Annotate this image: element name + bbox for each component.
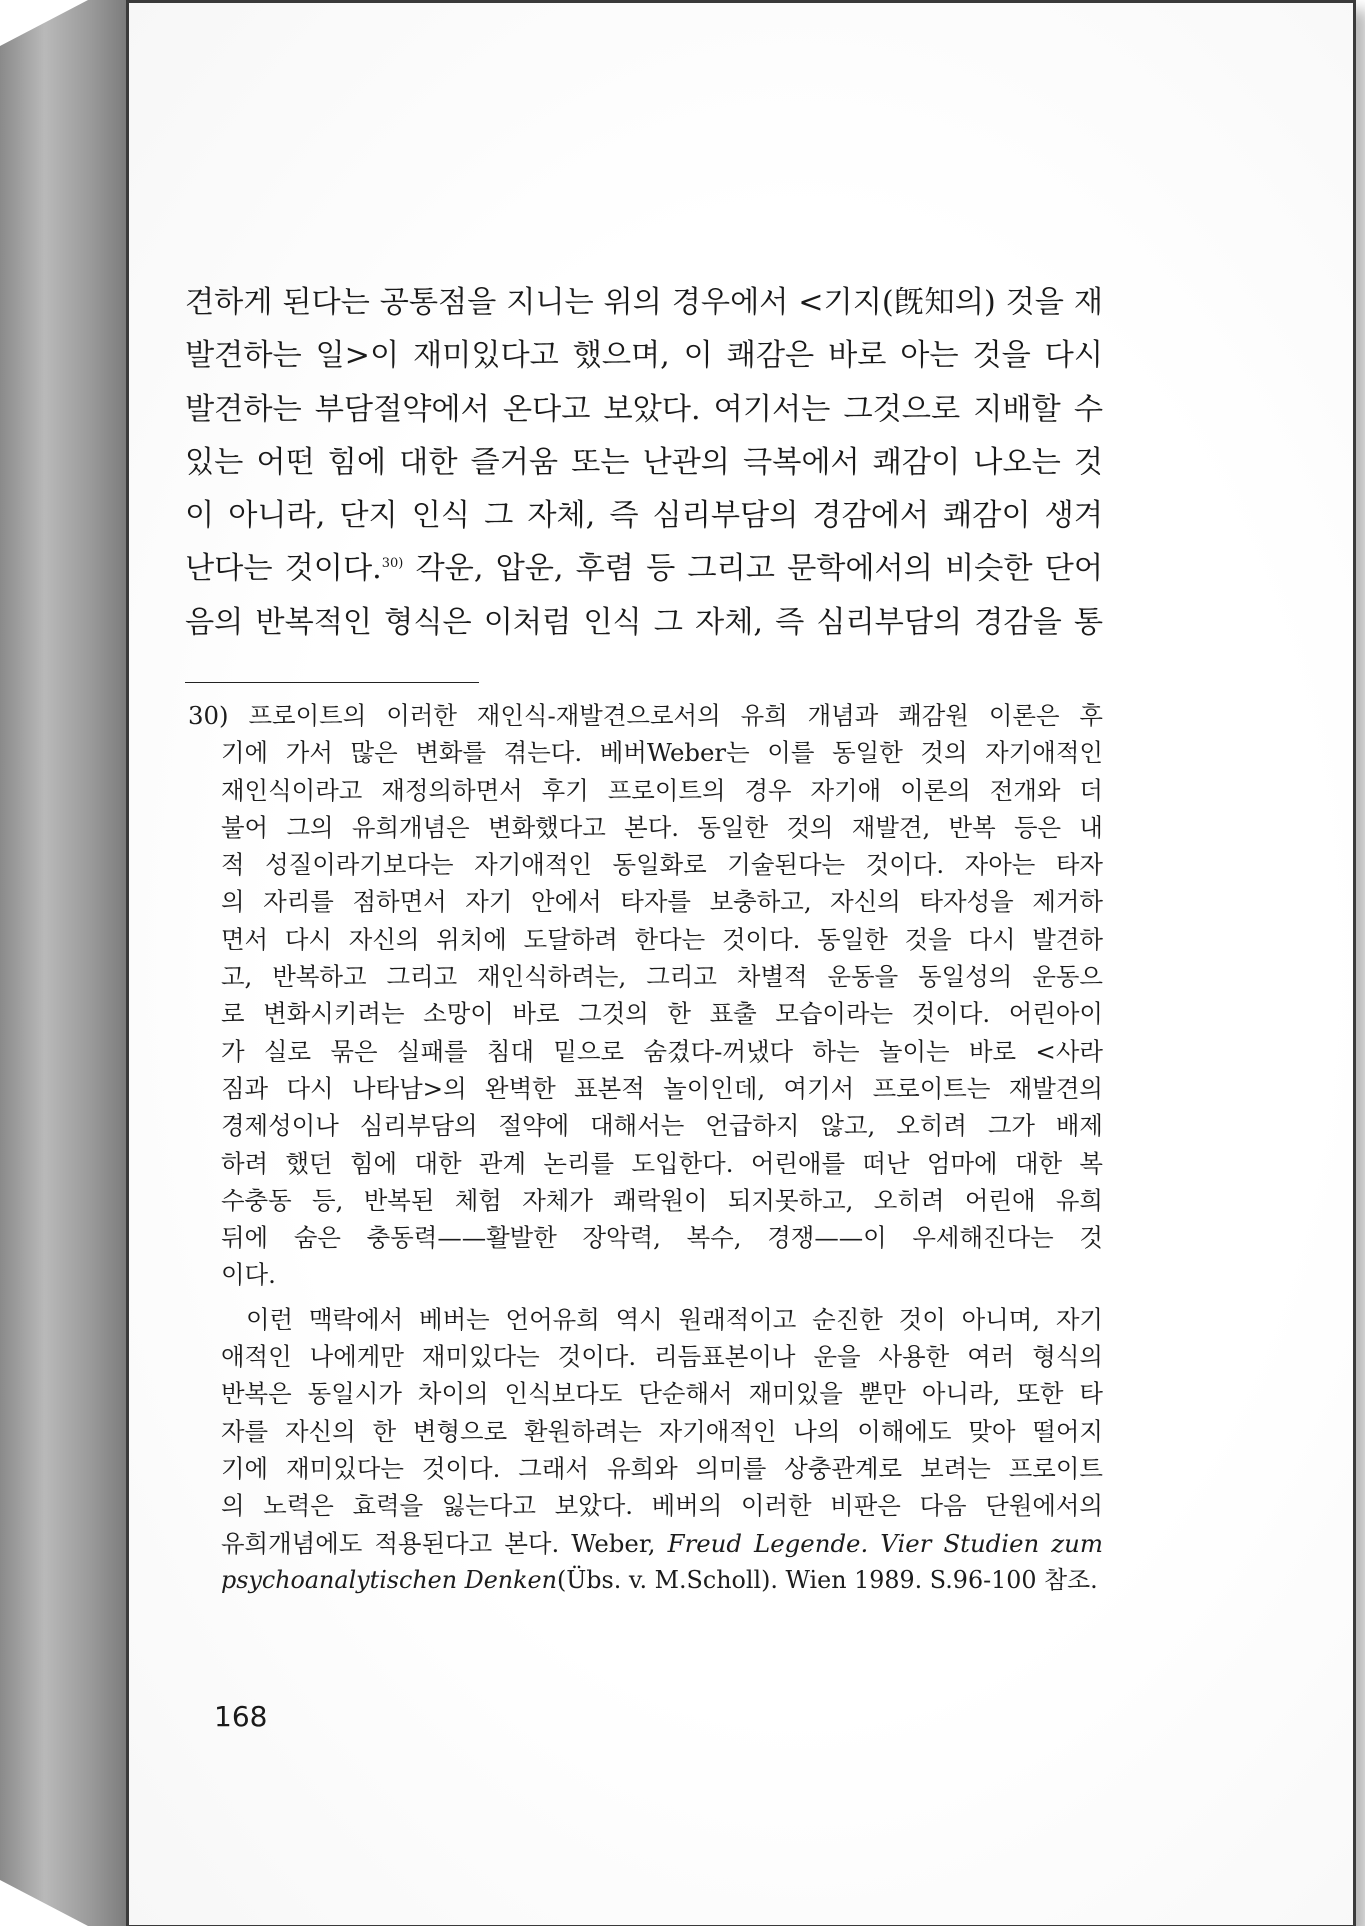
footnote-text: 프로이트의 이러한 재인식-재발견으로서의 유희 개념과 쾌감원 이론은 후 (248, 701, 1103, 730)
footnote-line: 의 노력은 효력을 잃는다고 보았다. 베버의 이러한 비판은 다음 단원에서의 (221, 1491, 1103, 1521)
footnote-line: 이다. (221, 1260, 276, 1290)
footnote-number: 30) (188, 701, 229, 730)
footnote-line: 하려 했던 힘에 대한 관계 논리를 도입한다. 어린애를 떠난 엄마에 대한 복 (221, 1148, 1103, 1178)
main-line: 견하게 된다는 공통점을 지니는 위의 경우에서 <기지(旣知의) 것을 재 (185, 285, 1103, 320)
footnote-line: 수충동 등, 반복된 체험 자체가 쾌락원이 되지못하고, 오히려 어린애 유희 (221, 1185, 1103, 1215)
footnote-line: 자를 자신의 한 변형으로 환원하려는 자기애적인 나의 이해에도 맞아 떨어지 (221, 1416, 1103, 1446)
footnote-line: 로 변화시키려는 소망이 바로 그것의 한 표출 모습이라는 것이다. 어린아이 (221, 999, 1103, 1029)
footnote-first-line (188, 697, 1103, 734)
footnote-reference: 30) (381, 556, 404, 572)
footnote-text: (Übs. v. M.Scholl). Wien 1989. S.96-100 참조. (556, 1565, 1098, 1594)
footnote-line: 재인식이라고 재정의하면서 후기 프로이트의 경우 자기애 이론의 전개와 더 (221, 775, 1103, 805)
footnote-paragraph-start: 이런 맥락에서 베버는 언어유희 역시 원래적이고 순진한 것이 아니며, 자기 (246, 1304, 1103, 1334)
main-line: 있는 어떤 힘에 대한 즐거움 또는 난관의 극복에서 쾌감이 나오는 것 (185, 444, 1103, 480)
main-line: 음의 반복적인 형식은 이처럼 인식 그 자체, 즉 심리부담의 경감을 통 (185, 604, 1103, 640)
main-body-text (185, 276, 1103, 649)
footnote-line: 가 실로 묶은 실패를 침대 밑으로 숨겼다-꺼냈다 하는 놀이는 바로 <사라 (221, 1036, 1103, 1066)
footnote-line: 불어 그의 유희개념은 변화했다고 본다. 동일한 것의 재발견, 반복 등은 내 (221, 812, 1103, 842)
footnote-line: 의 자리를 점하면서 자기 안에서 타자를 보충하고, 자신의 타자성을 제거하 (221, 887, 1103, 917)
footnote-divider (185, 682, 479, 683)
footnote-line: 애적인 나에게만 재미있다는 것이다. 리듬표본이나 운을 사용한 여러 형식의 (221, 1342, 1103, 1372)
page-number: 168 (214, 1700, 268, 1733)
footnote-reference-line (188, 1562, 1103, 1599)
footnote-line: 뒤에 숨은 충동력——활발한 장악력, 복수, 경쟁——이 우세해진다는 것 (221, 1223, 1103, 1253)
main-line: 이 아니라, 단지 인식 그 자체, 즉 심리부담의 경감에서 쾌감이 생겨 (185, 498, 1103, 534)
footnote-line: 반복은 동일시가 차이의 인식보다도 단순해서 재미있을 뿐만 아니라, 또한 타 (221, 1379, 1103, 1409)
main-line: 발견하는 부담절약에서 온다고 보았다. 여기서는 그것으로 지배할 수 (185, 391, 1103, 427)
main-line-text: 난다는 것이다. (185, 551, 382, 587)
footnote-block (188, 697, 1103, 1599)
footnote-line: 기에 가서 많은 변화를 겪는다. 베버Weber는 이를 동일한 것의 자기애적인 (221, 738, 1103, 768)
footnote-line: 기에 재미있다는 것이다. 그래서 유희와 의미를 상충관계로 보려는 프로이트 (221, 1453, 1103, 1483)
book-title-italic: Freud Legende. Vier Studien zum (667, 1528, 1103, 1558)
footnote-line: 고, 반복하고 그리고 재인식하려는, 그리고 차별적 운동을 동일성의 운동으 (221, 962, 1103, 992)
book-title-italic: psychoanalytischen Denken (221, 1565, 557, 1594)
footnote-text: 유희개념에도 적용된다고 본다. Weber, (221, 1528, 668, 1558)
footnote-line: 적 성질이라기보다는 자기애적인 동일화로 기술된다는 것이다. 자아는 타자 (221, 850, 1103, 880)
footnote-reference-line (188, 1525, 1103, 1562)
book-spine (0, 0, 128, 1926)
footnote-line: 면서 다시 자신의 위치에 도달하려 한다는 것이다. 동일한 것을 다시 발견하 (221, 924, 1103, 954)
footnote-line: 짐과 다시 나타남>의 완벽한 표본적 놀이인데, 여기서 프로이트는 재발견의 (221, 1073, 1103, 1103)
main-line-with-footnote-ref (185, 542, 1103, 595)
main-line: 발견하는 일>이 재미있다고 했으며, 이 쾌감은 바로 아는 것을 다시 (185, 338, 1103, 374)
main-line-text: 각운, 압운, 후렴 등 그리고 문학에서의 비슷한 단어 (403, 551, 1103, 587)
footnote-line: 경제성이나 심리부담의 절약에 대해서는 언급하지 않고, 오히려 그가 배제 (221, 1111, 1103, 1141)
